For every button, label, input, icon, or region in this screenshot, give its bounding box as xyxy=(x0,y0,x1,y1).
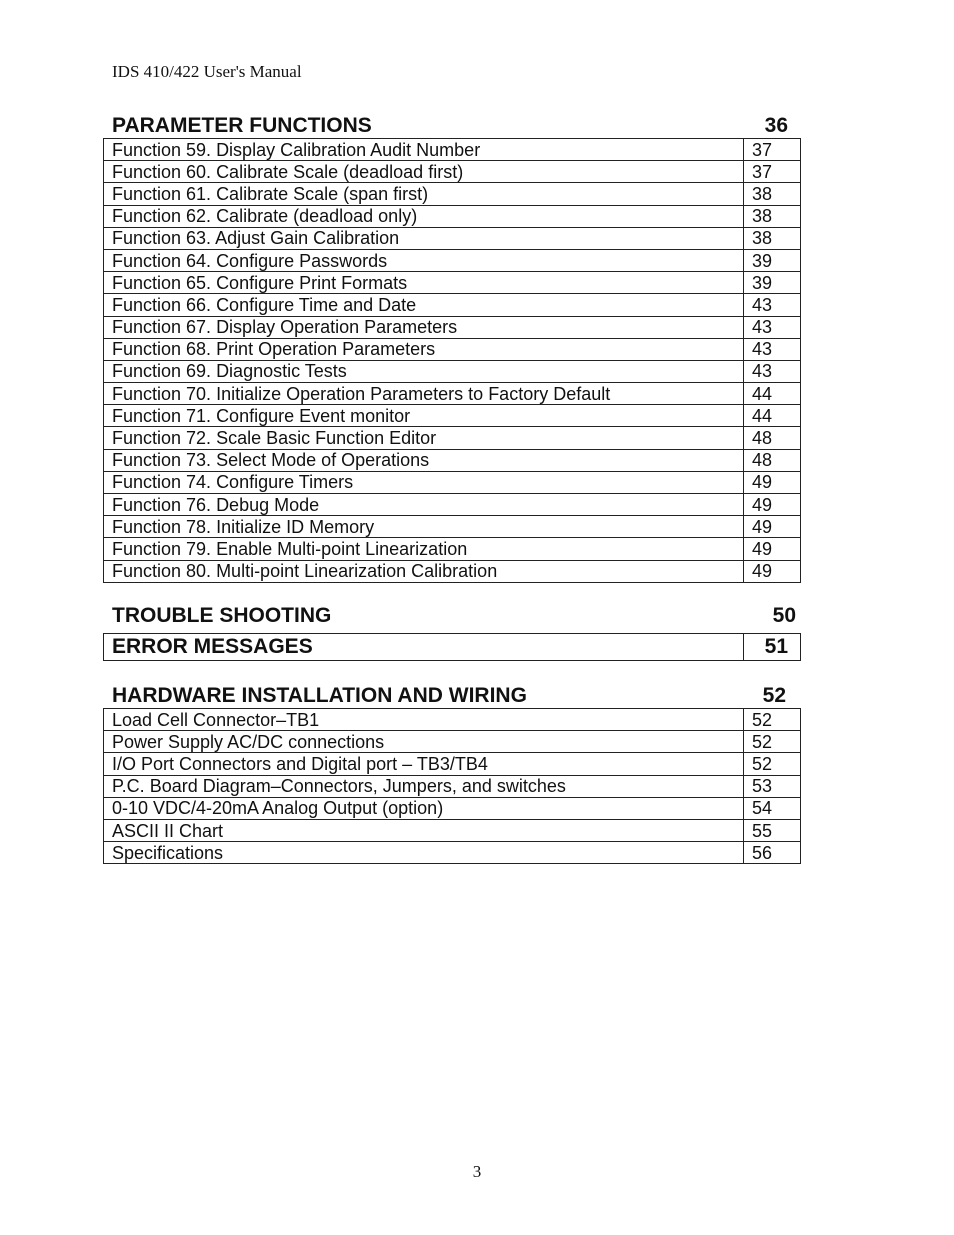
section-title: TROUBLE SHOOTING xyxy=(112,604,332,627)
toc-entry-page: 38 xyxy=(744,227,801,249)
toc-entry-page: 49 xyxy=(744,538,801,560)
toc-entry-page: 39 xyxy=(744,249,801,271)
toc-entry-page: 37 xyxy=(744,161,801,183)
toc-entry-label: Function 76. Debug Mode xyxy=(104,494,744,516)
section-heading-trouble-shooting xyxy=(112,604,796,628)
toc-entry-label: Function 69. Diagnostic Tests xyxy=(104,360,744,382)
table-row xyxy=(104,449,801,471)
toc-entry-label: Load Cell Connector–TB1 xyxy=(104,709,744,731)
table-row xyxy=(104,338,801,360)
table-row xyxy=(104,183,801,205)
toc-entry-page: 38 xyxy=(744,205,801,227)
section-page: 52 xyxy=(762,684,786,707)
table-row xyxy=(104,709,801,731)
toc-table-error-messages xyxy=(103,633,801,661)
section-page: 36 xyxy=(764,114,788,137)
table-row xyxy=(104,383,801,405)
section-title: HARDWARE INSTALLATION AND WIRING xyxy=(112,684,527,707)
table-row xyxy=(104,227,801,249)
table-row xyxy=(104,294,801,316)
table-row xyxy=(104,316,801,338)
table-row xyxy=(104,731,801,753)
toc-entry-label: Function 66. Configure Time and Date xyxy=(104,294,744,316)
toc-entry-page: 48 xyxy=(744,449,801,471)
table-row xyxy=(104,471,801,493)
toc-entry-label: Function 59. Display Calibration Audit Number xyxy=(104,139,744,161)
toc-entry-page: 52 xyxy=(744,753,801,775)
toc-entry-label: Function 62. Calibrate (deadload only) xyxy=(104,205,744,227)
toc-entry-label: Function 68. Print Operation Parameters xyxy=(104,338,744,360)
toc-entry-label: ASCII II Chart xyxy=(104,819,744,841)
toc-table-hardware xyxy=(103,708,801,864)
toc-entry-label: Function 74. Configure Timers xyxy=(104,471,744,493)
toc-entry-page: 38 xyxy=(744,183,801,205)
section-heading-hardware xyxy=(112,684,790,708)
toc-entry-label: Specifications xyxy=(104,842,744,864)
table-row xyxy=(104,538,801,560)
toc-entry-label: Function 73. Select Mode of Operations xyxy=(104,449,744,471)
toc-entry-page: 49 xyxy=(744,516,801,538)
toc-entry-page: 43 xyxy=(744,294,801,316)
running-header: IDS 410/422 User's Manual xyxy=(112,62,302,81)
table-row xyxy=(104,775,801,797)
toc-entry-label: Function 71. Configure Event monitor xyxy=(104,405,744,427)
table-row xyxy=(104,797,801,819)
toc-entry-label: Function 78. Initialize ID Memory xyxy=(104,516,744,538)
table-row xyxy=(104,494,801,516)
toc-entry-label: Function 70. Initialize Operation Parameters to Factory Default xyxy=(104,383,744,405)
toc-entry-page: 56 xyxy=(744,842,801,864)
toc-entry-page: 54 xyxy=(744,797,801,819)
toc-entry-page: 55 xyxy=(744,819,801,841)
toc-entry-page: 49 xyxy=(744,471,801,493)
table-row xyxy=(104,819,801,841)
toc-entry-page: 43 xyxy=(744,360,801,382)
toc-entry-page: 37 xyxy=(744,139,801,161)
table-row xyxy=(104,249,801,271)
toc-entry-label: ERROR MESSAGES xyxy=(104,634,744,661)
toc-entry-page: 49 xyxy=(744,560,801,582)
toc-entry-page: 44 xyxy=(744,383,801,405)
table-row xyxy=(104,405,801,427)
table-row xyxy=(104,842,801,864)
toc-entry-page: 51 xyxy=(744,634,801,661)
table-row xyxy=(104,516,801,538)
section-heading-parameter-functions xyxy=(112,114,790,138)
toc-entry-label: 0-10 VDC/4-20mA Analog Output (option) xyxy=(104,797,744,819)
table-row xyxy=(104,560,801,582)
toc-entry-page: 39 xyxy=(744,272,801,294)
toc-entry-label: Function 72. Scale Basic Function Editor xyxy=(104,427,744,449)
toc-entry-page: 52 xyxy=(744,709,801,731)
table-row xyxy=(104,360,801,382)
toc-entry-page: 53 xyxy=(744,775,801,797)
toc-entry-label: I/O Port Connectors and Digital port – TB3/TB4 xyxy=(104,753,744,775)
toc-table-parameter-functions xyxy=(103,138,801,583)
table-row xyxy=(104,634,801,661)
toc-entry-label: Function 80. Multi-point Linearization Calibration xyxy=(104,560,744,582)
table-row xyxy=(104,753,801,775)
table-row xyxy=(104,205,801,227)
toc-entry-page: 43 xyxy=(744,338,801,360)
toc-entry-page: 43 xyxy=(744,316,801,338)
toc-entry-label: Function 61. Calibrate Scale (span first) xyxy=(104,183,744,205)
toc-entry-label: Function 63. Adjust Gain Calibration xyxy=(104,227,744,249)
table-row xyxy=(104,139,801,161)
toc-entry-label: Function 64. Configure Passwords xyxy=(104,249,744,271)
toc-entry-page: 48 xyxy=(744,427,801,449)
page-number: 3 xyxy=(472,1162,482,1181)
toc-entry-label: Function 60. Calibrate Scale (deadload first) xyxy=(104,161,744,183)
toc-entry-label: Function 65. Configure Print Formats xyxy=(104,272,744,294)
toc-entry-label: P.C. Board Diagram–Connectors, Jumpers, and switches xyxy=(104,775,744,797)
toc-entry-page: 49 xyxy=(744,494,801,516)
section-title: PARAMETER FUNCTIONS xyxy=(112,114,372,137)
toc-entry-label: Power Supply AC/DC connections xyxy=(104,731,744,753)
toc-entry-page: 44 xyxy=(744,405,801,427)
toc-entry-label: Function 79. Enable Multi-point Linearization xyxy=(104,538,744,560)
table-row xyxy=(104,272,801,294)
toc-entry-page: 52 xyxy=(744,731,801,753)
table-row xyxy=(104,427,801,449)
section-page: 50 xyxy=(772,604,796,627)
table-row xyxy=(104,161,801,183)
toc-entry-label: Function 67. Display Operation Parameters xyxy=(104,316,744,338)
